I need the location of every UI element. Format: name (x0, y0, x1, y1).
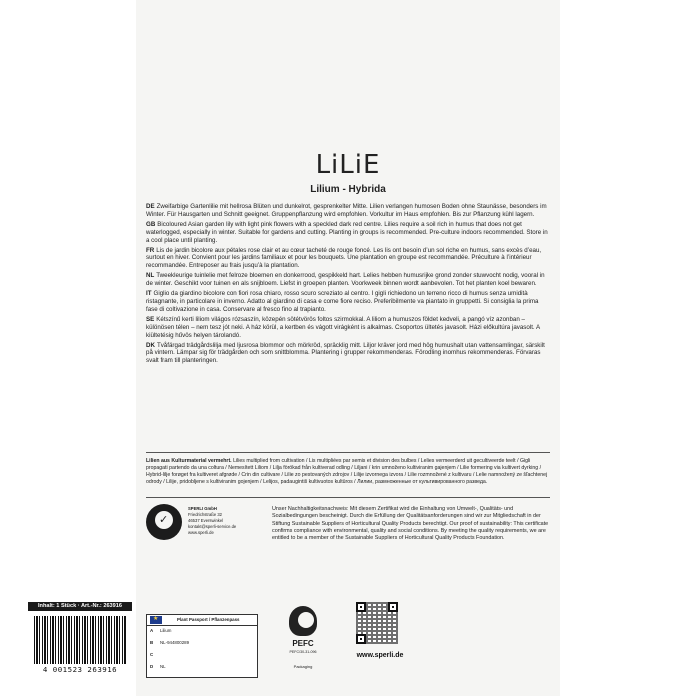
eu-flag-icon (150, 616, 162, 624)
language-sections (146, 203, 550, 367)
company-block (146, 504, 256, 544)
product-title: LiLiE (315, 150, 381, 180)
content-article-label: Inhalt: 1 Stück · Art.-Nr.: 263916 (28, 602, 132, 611)
seed-packet-back (136, 0, 560, 696)
plant-passport-title: Plant Passport / Pflanzenpass (177, 617, 240, 622)
product-subtitle: Lilium - Hybrida (310, 184, 386, 195)
section-it: IT Giglio da giardino bicolore con fiori rosa chiaro, rosso scuro screziato al centro. I gigli richiedono un terreno ricco di humus senza umidità ristagnante, in particolare in inverno. Adatto al giardino di casa e come fiore reciso. Preferibilmente va piantato in gruppetti. Si consiglia la prima fase di coltivazione in casa. Conservare al fresco fino al trapianto. (146, 290, 539, 313)
barcode-icon (34, 616, 126, 664)
barcode-block (28, 602, 132, 676)
passport-row-b: B NL-944800289 (150, 640, 190, 645)
pefc-packaging: Packaging (293, 664, 313, 669)
passport-row-c: C (150, 652, 154, 657)
pefc-code: PEFC/30-31-096 (289, 650, 317, 654)
company-address: SPERLI GmbH Friedrichstraße 32 46537 Everswinkel kontakt@sperli-service.de www.sperli.de (188, 506, 237, 535)
section-de: DE Zweifarbige Gartenlilie mit hellrosa Blüten und dunkelrot, gesprenkelter Mitte. Lilien verlangen humosen Boden ohne Staunässe, besonders im Winter. Für Hausgarten und Schnitt geeignet. Gruppenpflanzung wird empfohlen. Vorkultur im Haus empfohlen. Bis zur Pflanzung kühl lagern. (146, 203, 547, 218)
qr-code-icon[interactable] (356, 602, 398, 644)
pefc-block (286, 606, 320, 676)
section-nl: NL Tweekleurige tuinlelie met felroze bloemen en donkerrood, gespikkeld hart. Lelies hebben humusrijke grond zonder stuwvocht nodig, vooral in de winter. Geschikt voor tuinen en als snijbloem. Liefst in groepen planten. Voorkweek binnen wordt aanbevolen. Tot het planten koel bewaren. (146, 272, 545, 288)
section-dk: DK Tvåfärgad trädgårdslilja med ljusrosa blommor och mörkröd, spräcklig mitt. Liljor kräver jord med hög humushalt utan vattensamlingar, särskilt på vintern. Lämpar sig för trädgården och som snittblomma. Plantering i grupper rekommenderas. Förodling inomhus rekommenderas. Förvaras svalt fram till planteringen. (146, 341, 545, 365)
cultivation-note: Lilien aus Kulturmaterial vermehrt. Lilies multiplied from cultivation / Lis multipliées par semis et division des bulbes / Lelies vermeerderd uit gecultiveerde teelt / Gigli propagati partendo da una coltura / Nemesített Liliom / Lilja förökad från kultiverad odling / Liljani / krin umnoženo kultiviranim gajenjem / Lilie formering via kultivert dyrking / Hybrid-lilje forøget fra kultiveret afgrøde / Crin din cultivare / Lilie zo pestovaných zdrojov / Lilije izvornega izvora / Lilie rozmnožené z kultivaru / Lelie namnožený ze šľachtenej odrody / Lilije, pridobljene s kultiviranim gojenjem / Lelijos, padaugintiš kultivuotos kultūros / Лилии, размноженные от культивированного разведа. (146, 458, 548, 485)
pefc-name: PEFC (292, 639, 314, 648)
divider-bottom (146, 497, 550, 498)
sustainability-statement: Unser Nachhaltigkeitsnachweis: Mit diesem Zertifikat wird die Einhaltung von Umwelt-, Qualitäts- und Sozialbedingungen bescheinigt. Durch die Erfüllung der Qualitätsanforderungen sind wir zur Mitgliedschaft in der Stiftung Sustainable Suppliers of Horticultural Quality Products berechtigt. Our proof of sustainability: This certificate confirms compliance with environmental, quality and social conditions. By meeting the quality requirements, we are entitled to be a member of the Sustainable Suppliers of Horticultural Quality Products Foundation. (272, 506, 549, 542)
plant-passport (146, 614, 258, 678)
divider-top (146, 452, 550, 453)
passport-row-a: A Lilium (150, 628, 172, 633)
certification-badge-icon: ✓ (146, 504, 182, 540)
section-fr: FR Lis de jardin bicolore aux pétales rose clair et au cœur tacheté de rouge foncé. Les lis ont besoin d’un sol riche en humus, sans excès d’eau, surtout en hiver. Convient pour les jardins familiaux et pour les bouquets. Une plantation en groupe est recommandée. Préculture à l’intérieur recommandée. Entreposer au frais jusqu’à la plantation. (146, 246, 542, 270)
ean-digits: 4 001523 263916 (42, 665, 118, 674)
section-se: SE Kétszínű kerti liliom világos rózsaszín, közepén sötétvörös foltos szirmokkal. A liliom a humuszos földet kedveli, a pangó víz azonban – különösen télen – nem tesz jót neki. A ház körül, a kertben és vágott virágként is alkalmas. Csoportos ültetés javasolt. Házi előkultúra javasolt. A kiültetésig hűvös helyen tárolandó. (146, 315, 540, 339)
passport-row-d: D NL (150, 664, 166, 669)
website-link[interactable]: www.sperli.de (356, 652, 404, 659)
pefc-tree-icon (289, 606, 317, 636)
section-gb: GB Bicoloured Asian garden lily with light pink flowers with a speckled dark red centre. Lilies require a soil rich in humus that does not get waterlogged, especially in winter. Suitable for gardens and cutting. Planting in groups is recommended. Pre-culture indoors recommended. Store in a cool place until planting. (146, 220, 548, 244)
